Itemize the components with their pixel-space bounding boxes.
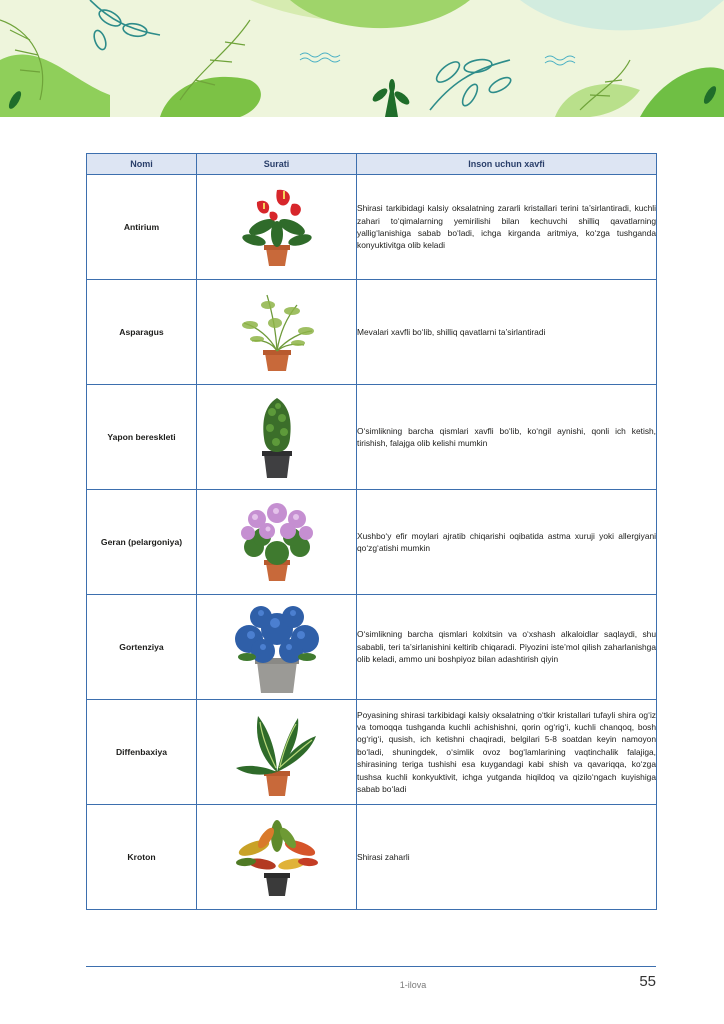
table-row — [87, 280, 657, 385]
japanese-euonymus-icon — [232, 392, 322, 482]
plant-image — [197, 385, 357, 490]
plant-danger-description: O‘simlikning barcha qismlari kolxitsin va o‘xshash alkaloidlar saqlaydi, shu sababli, teri ta’sirlanishini keltirib chiqaradi. Piyozini iste’mol qilish zaharlanishga olib keladi, ammo uni boshpiyoz bilan adashtirish qiyin — [357, 595, 657, 700]
table-row — [87, 490, 657, 595]
column-header-image: Surati — [197, 154, 357, 175]
page-number: 55 — [639, 973, 656, 990]
plant-image — [197, 700, 357, 805]
column-header-danger: Inson uchun xavfi — [357, 154, 657, 175]
table-header-row — [87, 154, 657, 175]
geranium-plant-icon — [232, 497, 322, 587]
table-row — [87, 385, 657, 490]
table-row — [87, 595, 657, 700]
table-row — [87, 700, 657, 805]
plant-danger-description: Poyasining shirasi tarkibidagi kalsiy oksalatning o‘tkir kristallari tufayli shira og‘iz va tomoqqa tushganda kuchli achishishni, qorin og‘rig‘i, kuchli chanqoq, bosh og‘rig‘i, qusish, ich ketishni chaqiradi, belgilari 5-8 soatdan keyin namoyon bo‘ladi, shuningdek, o‘simlik ovoz bog‘lamlarining vaqtinchalik falajiga, shirasining teriga tushishi esa kuygandagi kabi shish va qavariqqa, ko‘zga tushsa kuchli konkyuktivit, ichga yutganda hiqildoq va qizilo‘ngach kuyishiga sabab bo‘ladi — [357, 700, 657, 805]
plant-image — [197, 490, 357, 595]
plant-danger-description: Shirasi zaharli — [357, 805, 657, 910]
croton-plant-icon — [232, 812, 322, 902]
asparagus-fern-icon — [232, 287, 322, 377]
leaf-pattern-icon — [0, 0, 724, 117]
plant-name: Gortenziya — [87, 595, 197, 700]
column-header-name: Nomi — [87, 154, 197, 175]
plant-image — [197, 175, 357, 280]
plant-danger-description: Xushbo‘y efir moylari ajratib chiqarishi oqibatida astma xuruji yoki allergiyani qo‘zg‘atishi mumkin — [357, 490, 657, 595]
plant-image — [197, 805, 357, 910]
plant-name: Asparagus — [87, 280, 197, 385]
plant-danger-description: Shirasi tarkibidagi kalsiy oksalatning zararli kristallari terini ta’sirlantiradi, kuchli zahari to‘qimalarning yemirilishi bilan kechuvchi shilliq qavatlarning yallig‘lanishiga sabab bo‘ladi, ichga kirganda aritmiya, ko‘zga tushganda konyuktivitga olib keladi — [357, 175, 657, 280]
plant-image — [197, 595, 357, 700]
plant-danger-description: Mevalari xavfli bo‘lib, shilliq qavatlarni ta’sirlantiradi — [357, 280, 657, 385]
plant-name: Antirium — [87, 175, 197, 280]
poisonous-plants-table — [86, 153, 657, 910]
plant-name: Kroton — [87, 805, 197, 910]
footer-divider — [86, 966, 656, 967]
table-row — [87, 175, 657, 280]
decorative-leaf-banner — [0, 0, 724, 117]
hydrangea-plant-icon — [229, 599, 325, 695]
dieffenbachia-plant-icon — [232, 704, 322, 800]
plant-name: Diffenbaxiya — [87, 700, 197, 805]
plant-danger-description: O‘simlikning barcha qismlari xavfli bo‘lib, ko‘ngil aynishi, qonli ich ketish, tirishish, falajga olib kelishi mumkin — [357, 385, 657, 490]
plant-image — [197, 280, 357, 385]
plant-name: Yapon bereskleti — [87, 385, 197, 490]
appendix-label: 1-ilova — [399, 980, 427, 990]
plant-name: Geran (pelargoniya) — [87, 490, 197, 595]
table-row — [87, 805, 657, 910]
anthurium-plant-icon — [232, 182, 322, 272]
